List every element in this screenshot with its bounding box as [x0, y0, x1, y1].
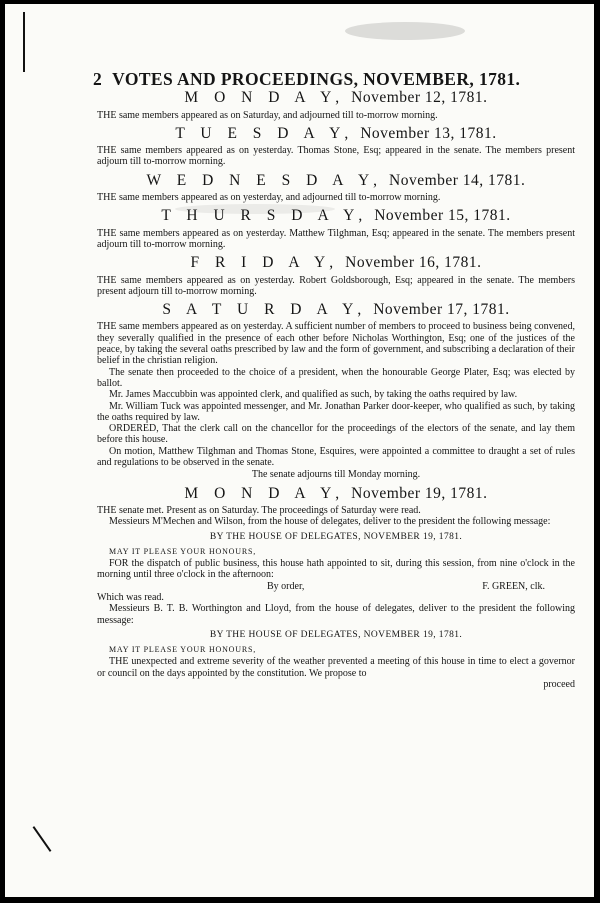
document-page — [5, 4, 594, 897]
day-entry-monday-nov-19 — [97, 484, 575, 691]
day-entry — [97, 207, 575, 250]
paragraph: Mr. James Maccubbin was appointed clerk, and qualified as such, by taking the oaths required by law. — [109, 389, 518, 401]
day-name: S A T U R D A Y, — [162, 301, 368, 319]
message-heading: BY THE HOUSE OF DELEGATES, NOVEMBER 19, 1781. — [209, 531, 463, 542]
running-head — [93, 69, 575, 89]
day-date: November 17, 1781. — [373, 301, 510, 319]
day-entry — [97, 89, 575, 121]
day-heading — [97, 254, 575, 272]
scan-edge — [33, 826, 52, 852]
message-salutation: MAY IT PLEASE YOUR HONOURS, — [109, 546, 257, 556]
day-name: F R I D A Y, — [190, 254, 340, 272]
day-name: T U E S D A Y, — [175, 124, 355, 142]
paragraph: THE same members appeared as on yesterday. Robert Goldsborough, Esq; appeared in the senate. The members present adjourn till to-morrow morning. — [97, 274, 575, 297]
adjournment-line: The senate adjourns till Monday morning. — [251, 469, 421, 481]
day-heading — [97, 484, 575, 502]
day-date: November 13, 1781. — [360, 124, 497, 142]
catchword: proceed — [543, 679, 575, 691]
message-body: THE unexpected and extreme severity of the weather prevented a meeting of this house in time to elect a governor or council on the days appointed by the constitution. We propose to — [97, 656, 575, 679]
day-date: November 15, 1781. — [374, 207, 511, 225]
day-entry — [97, 254, 575, 297]
day-date: November 14, 1781. — [389, 171, 526, 189]
day-name: T H U R S D A Y, — [161, 207, 369, 225]
day-date: November 19, 1781. — [351, 484, 488, 502]
clerk-name: F. GREEN, clk. — [482, 580, 545, 592]
paragraph: Mr. William Tuck was appointed messenger, and Mr. Jonathan Parker door-keeper, who qualified as such, by taking the oaths required by law. — [97, 400, 575, 423]
paragraph: THE senate met. Present as on Saturday. The proceedings of Saturday were read. — [97, 504, 421, 516]
day-heading — [97, 89, 575, 107]
message-heading: BY THE HOUSE OF DELEGATES, NOVEMBER 19, 1781. — [209, 629, 463, 640]
day-name: M O N D A Y, — [184, 89, 346, 107]
message-body: FOR the dispatch of public business, this house hath appointed to sit, during this session, from nine o'clock in the morning until three o'clock in the afternoon: — [97, 558, 575, 581]
paragraph: Which was read. — [97, 591, 164, 603]
paragraph: On motion, Matthew Tilghman and Thomas Stone, Esquires, were appointed a committee to draught a set of rules and regulations to be observed in the senate. — [97, 445, 575, 469]
day-heading — [97, 207, 575, 225]
running-head-title: VOTES AND PROCEEDINGS, NOVEMBER, 1781. — [112, 69, 521, 89]
day-date: November 16, 1781. — [345, 254, 482, 272]
day-entry — [97, 124, 575, 168]
paragraph: ORDERED, That the clerk call on the chancellor for the proceedings of the electors of the senate, and lay them before this house. — [97, 423, 575, 446]
paragraph: The senate then proceeded to the choice of a president, when the honourable George Plater, Esq; was elected by ballot. — [97, 366, 575, 389]
paragraph: THE same members appeared as on yesterday. Thomas Stone, Esq; appeared in the senate. The members present adjourn till to-morrow morning. — [97, 145, 575, 168]
message-salutation: MAY IT PLEASE YOUR HONOURS, — [109, 645, 257, 655]
page-number: 2 — [93, 69, 103, 89]
paragraph: THE same members appeared as on yesterday. A sufficient number of members to proceed to business being convened, they severally qualified in the presence of each other before Nicholas Worthington, Esq; one of the justices of the peace, by taking the several oaths prescribed by law and the form of government, and subscribing a declaration of their belief in the christian religion. — [97, 321, 575, 367]
paragraph: THE same members appeared as on Saturday, and adjourned till to-morrow morning. — [97, 109, 438, 121]
day-heading — [97, 171, 575, 189]
scan-edge — [23, 12, 25, 72]
day-heading — [97, 301, 575, 319]
by-order: By order, — [267, 580, 305, 592]
day-date: November 12, 1781. — [351, 89, 488, 107]
paragraph: THE same members appeared as on yesterday. Matthew Tilghman, Esq; appeared in the senate. The members present adjourn till to-morrow morning. — [97, 227, 575, 250]
day-entry — [97, 301, 575, 481]
day-name: W E D N E S D A Y, — [146, 171, 384, 189]
paragraph: Messieurs M'Mechen and Wilson, from the house of delegates, deliver to the president the following message: — [109, 516, 551, 528]
paragraph: THE same members appeared as on yesterday, and adjourned till to-morrow morning. — [97, 192, 441, 204]
paragraph: Messieurs B. T. B. Worthington and Lloyd, from the house of delegates, deliver to the president the following message: — [97, 603, 575, 626]
paper-stain — [345, 22, 465, 40]
message-signature — [97, 581, 575, 592]
day-name: M O N D A Y, — [184, 484, 346, 502]
day-entry — [97, 171, 575, 204]
document-body — [93, 69, 575, 691]
day-heading — [97, 124, 575, 142]
day-entries — [97, 89, 575, 481]
